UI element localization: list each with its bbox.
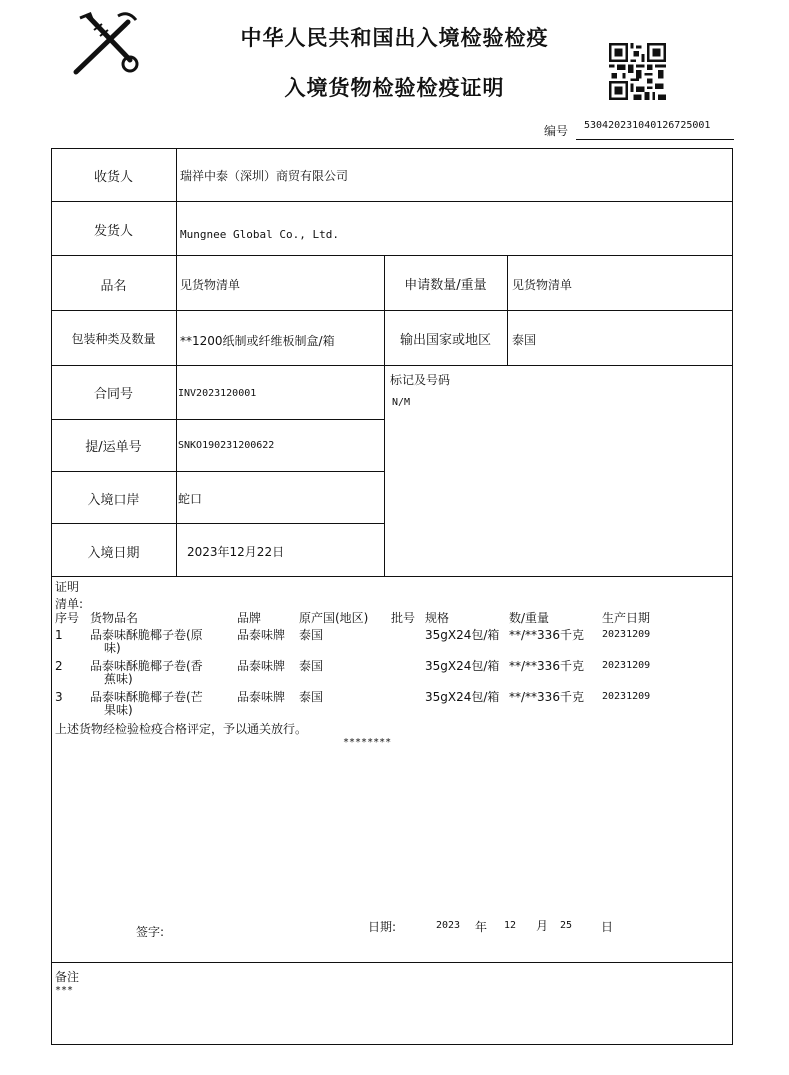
row-product-name-cont: 果味) [104,703,133,717]
consignee-value: 瑞祥中泰（深圳）商贸有限公司 [180,169,349,183]
row-brand: 品泰味牌 [237,659,286,673]
row-quantity: **/**336千克 [509,628,584,642]
consignor-value: Mungnee Global Co., Ltd. [180,228,339,241]
row-quantity: **/**336千克 [509,659,584,673]
remarks-label: 备注 [55,970,80,984]
divider [51,523,384,524]
contract-no-label: 合同号 [93,387,133,402]
sign-year: 2023 [436,920,461,931]
row-spec: 35gX24包/箱 [425,690,500,704]
row-production-date: 20231209 [602,660,651,671]
divider [51,255,733,256]
divider [51,365,733,366]
divider [507,255,508,365]
package-label: 包装种类及数量 [71,332,156,346]
divider [176,148,177,576]
qr-code-icon [609,43,666,100]
package-value: **1200纸制或纤维板制盒/箱 [180,334,335,348]
row-spec: 35gX24包/箱 [425,628,500,642]
col-header: 序号 [55,611,80,625]
year-unit: 年 [475,920,488,934]
goods-list-label: 清单: [55,597,84,611]
entry-date-label: 入境日期 [87,546,140,561]
day-unit: 日 [601,920,614,934]
entry-port-label: 入境口岸 [87,493,140,508]
row-origin: 泰国 [299,659,324,673]
row-quantity: **/**336千克 [509,690,584,704]
export-country-label: 输出国家或地区 [399,333,491,348]
col-header: 原产国(地区) [299,611,369,625]
divider [51,962,733,963]
product-name-label: 品名 [100,279,127,294]
divider [51,201,733,202]
consignor-label: 发货人 [93,224,133,239]
certification-heading: 证明 [55,580,80,594]
divider [51,471,384,472]
marks-label: 标记及号码 [390,373,451,387]
row-production-date: 20231209 [602,691,651,702]
entry-date-value: 2023年12月22日 [187,545,285,559]
sign-month: 12 [504,920,517,931]
col-header: 货物品名 [90,611,139,625]
month-unit: 月 [536,919,549,933]
quantity-weight-label: 申请数量/重量 [404,278,487,293]
document-subtitle: 入境货物检验检疫证明 [284,76,505,100]
row-product-name: 品泰味酥脆椰子卷(香 [90,659,203,673]
statement-terminator: ******** [343,737,392,748]
row-brand: 品泰味牌 [237,690,286,704]
row-no: 2 [55,659,63,673]
cert-number-underline [576,139,734,140]
certification-statement: 上述货物经检验检疫合格评定，予以通关放行。 [55,722,308,736]
row-origin: 泰国 [299,628,324,642]
remarks-value: *** [55,985,74,996]
row-origin: 泰国 [299,690,324,704]
row-spec: 35gX24包/箱 [425,659,500,673]
sign-date-label: 日期: [368,920,397,934]
row-product-name: 品泰味酥脆椰子卷(芒 [90,690,203,704]
row-brand: 品泰味牌 [237,628,286,642]
divider [51,310,733,311]
signature-label: 签字: [136,925,165,939]
col-header: 规格 [425,611,450,625]
bill-of-lading-value: SNKO190231200622 [178,440,275,451]
marks-value: N/M [392,397,411,408]
row-production-date: 20231209 [602,629,651,640]
product-name-value: 见货物清单 [180,278,241,292]
quantity-weight-value: 见货物清单 [512,278,573,292]
contract-no-value: INV2023120001 [178,388,257,399]
row-product-name: 品泰味酥脆椰子卷(原 [90,628,203,642]
col-header: 生产日期 [602,611,651,625]
bill-of-lading-label: 提/运单号 [85,440,142,455]
row-product-name-cont: 味) [104,641,121,655]
cert-number-label: 编号 [544,124,569,138]
entry-port-value: 蛇口 [178,492,203,506]
row-no: 3 [55,690,63,704]
divider [51,576,733,577]
col-header: 批号 [391,611,416,625]
sign-day: 25 [560,920,573,931]
divider [51,419,384,420]
row-no: 1 [55,628,63,642]
col-header: 品牌 [237,611,262,625]
export-country-value: 泰国 [512,333,537,347]
cert-number-value: 530420231040126725001 [584,120,711,131]
row-product-name-cont: 蕉味) [104,672,133,686]
consignee-label: 收货人 [93,170,133,185]
divider [384,255,385,576]
col-header: 数/重量 [509,611,550,625]
document-title: 中华人民共和国出入境检验检疫 [240,26,549,50]
